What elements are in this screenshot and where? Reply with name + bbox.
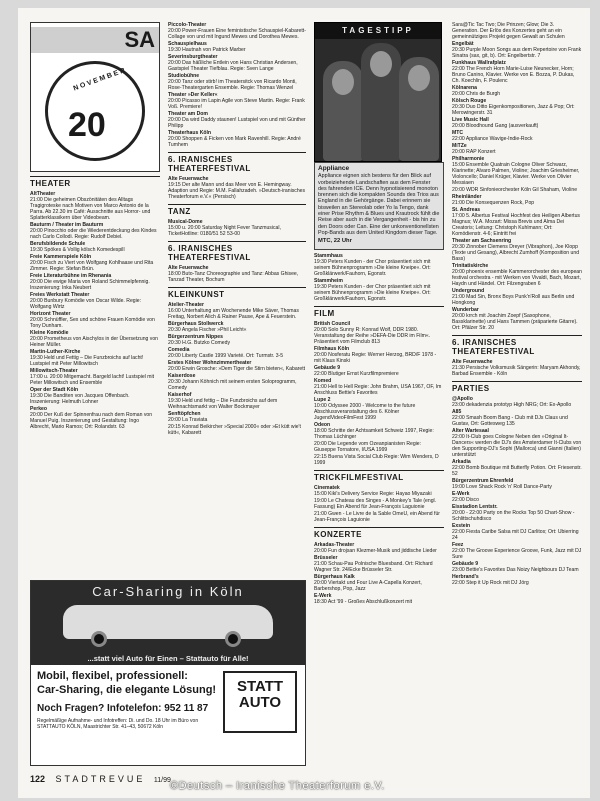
theater-list (30, 191, 160, 430)
logo-line1: STATT (236, 678, 284, 695)
date-circle (45, 61, 145, 161)
event-text: 23:00 Bettie's Favorites Das Noizy Neighbours DJ Team (452, 567, 579, 573)
event-text: 20:00 Bloodhound Gang (ausverkauft) (452, 123, 539, 129)
event-text: 20:00 Picasso im Lapin Agile von Steve Martin. Regie: Frank Voß. Premiere! (168, 98, 305, 110)
venue-name: Stammheim (314, 277, 343, 284)
event-text: 22:00 The French Horn Marie-Luise Neunecker, Horn; Bruno Canino, Klavier. Werke von E. Bozza, P. Dukas, Ch. Koechlin, F. Poulenc (452, 66, 575, 84)
venue-name: Freie Literaturbühne im Rhenania (30, 273, 112, 279)
venue-name: Millowitsch-Theater (30, 368, 78, 374)
ad-headline-line1: Mobil, flexibel, professionell: (37, 670, 188, 682)
venue-name: Alte Feuerwache (168, 265, 209, 271)
listing-entry (314, 422, 444, 440)
event-text: 20:00 krrch mit Joachim Zoepf (Saxophone, Bassklarinette) und Hans Tammen (präparierte Gitarre). Ort: Pfälzer Str. 20 (452, 313, 578, 331)
listing-entry (452, 41, 582, 59)
venue-name: Herbrand's (452, 574, 479, 580)
listing-entry (30, 387, 160, 405)
venue-name: Berufsbildende Schule (30, 241, 86, 247)
listing-entry (314, 397, 444, 421)
konzerte-list (314, 542, 444, 605)
listing-entry (30, 241, 160, 253)
listing-entry (314, 346, 444, 364)
event-text: 18:30 Act '99 - Großes Abschlußkonzert mit (314, 598, 413, 605)
venue-name: Freies Werkstatt Theater (30, 292, 90, 298)
venue-name: Feez (452, 542, 464, 548)
event-text: 19:15 Der alte Mann und das Meer von E. Hemingway. Adaption und Regie: M.M. Fallahzadeh. »Deutsch-iranisches Theaterforum e.V.« (Persisch) (168, 182, 306, 200)
event-text: 23:00 dekadenzia prototyp High NRG; Ort: Ex-Apollo (452, 402, 572, 408)
tagestipp-text: Appliance eignen sich bestens für den Blick auf vorbeiziehende Landschaften aus dem Fenster des fahrenden ICE. Denn hypnotisierend monoton brennen sich die kompakten Sounds des Trios aus England in die Gehörgänge. Dabei erinnern sie bisweilen an Stereolab oder Yo la Tengo, dank einer Prise Rhythm & Blues und Krautrock fühlt die Reise aber auch in die Vergangenheit - bis hin zu den Doors oder Can. Eine der unkonventionellsten Pop-Bands aus dem United Kingdom dieser Tage. (318, 173, 440, 236)
venue-name: Theater »Der Keller« (168, 92, 218, 98)
listing-entry (452, 238, 582, 262)
listing-entry (314, 365, 444, 377)
event-text: 20:00 Pinocchio oder die Wiederentdeckung des Kindes nach Carlo Collodi. Regie: Rudolf Debiel. (30, 228, 157, 240)
venue-name: Atelier-Theater (168, 302, 204, 308)
venue-name: Wunderbar (452, 307, 479, 313)
listing-entry (168, 321, 306, 333)
listing-entry (314, 511, 444, 523)
event-text: 18:00 Buto-Tanz Choreographie und Tanz: Abbas Ghisee, Tanzad Theater, Bochum (168, 271, 299, 283)
listing-entry (168, 373, 306, 391)
event-text: 20:00 Das häßliche Entlein von Hans Christian Andersen, Gastspiel Theater Tiefblau. Regie: Sven Lange (168, 60, 298, 72)
event-text: 22:00 Bomb Boutique mit Butterfly Potion. Ort: Friesenstr. 52 (452, 465, 582, 477)
listing-entry (168, 411, 306, 423)
event-text: 20:00 RAP Konzert (452, 149, 496, 155)
listing-entry (452, 60, 582, 84)
listing-entry (168, 22, 306, 40)
tagestipp-photo (314, 22, 442, 162)
listing-entry (314, 321, 444, 345)
event-text: 22:15 Buena Vista Social Club Regie: Wim Wenders, D 1999 (314, 453, 439, 466)
listing-entry (168, 111, 306, 129)
venue-name: Musical-Dome (168, 219, 203, 225)
venue-name: Bauturm / Theater im Bauturm (30, 222, 104, 228)
event-text: 15:00 Ensemble Quatrain Cologne Oliver Schwarz, Klarinette; Alvaro Palmen, Violine; Joachim Griesheimer, Violoncello; Daniel Krüger, Klavier. Werke von Olivier Messiaen (452, 162, 580, 186)
magazine-name: STADTREVUE (55, 774, 146, 784)
venue-name: Bürgerhaus Stollwerck (168, 321, 224, 327)
venue-name: Senftöpfchen (168, 411, 201, 417)
venue-name: Arkadia (452, 459, 471, 465)
magazine-page (18, 8, 590, 798)
listing-entry (168, 92, 306, 110)
listing-entry (30, 222, 160, 240)
iran-list (168, 176, 306, 200)
tanz-list (168, 219, 306, 237)
venue-name: Comedia (168, 347, 190, 353)
ad-slogan: ...statt viel Auto für Einen – Stattauto für Alle! (87, 654, 249, 663)
event-text: 15:00 u. 20:00 Saturday Night Fever Tanzmusical, TicketHotline: 0180/51 52 53-00 (168, 225, 281, 237)
event-text: 16:00 Unterhaltung am Wochenende Mike Säver, Thomas Freitag, Norbert Alich & Rainer Pause, Ape & Feuerstein. (168, 308, 299, 320)
listing-entry (314, 574, 444, 592)
listing-entry (30, 311, 160, 329)
iran-list-2 (168, 265, 306, 283)
venue-name: Schauspielhaus (168, 41, 207, 47)
event-text: 22:00 Disco (452, 497, 479, 503)
event-text: 20:00 Nosferatu Regie: Werner Herzog, BRD/F 1978 - mit Klaus Kinski (314, 351, 437, 364)
venue-name: Perkeo (30, 406, 47, 412)
section-heading-iran: 6. IRANISCHES THEATERFESTIVAL (168, 152, 306, 173)
event-text: 22:00 Smash Boom Bang - Club mit DJs Claus und Gustav, Ort: Gottesweg 135 (452, 415, 568, 427)
event-text: 21:00 Gwen - Le Livre de la Sable OmeU, ein Abend für Jean-François Laguionie (314, 510, 441, 523)
listing-entry (452, 156, 582, 186)
event-text: 19:00 Le Chateau des Singes - A Monkey's Tale (engl. Fassung) Ein Abend für Jean-François Laguionie (314, 497, 437, 510)
listing-entry (452, 117, 582, 129)
event-text: 19:30 Spökes & Vollig kölsch Komedespill (30, 247, 125, 253)
event-text: 20:00 Tanz oder stirb! im Theatersitck von Ricardo Monti, Rose-Theatergarten Ensemble. Regie: Thomas Wenzel (168, 79, 297, 91)
venue-name: Gebäude 9 (314, 364, 341, 371)
listing-entry (452, 459, 582, 477)
venue-name: Alter Wartesaal (452, 428, 489, 434)
venue-name: AltTheater (30, 191, 56, 197)
ad-phone: Noch Fragen? Infotelefon: 952 11 87 (37, 703, 209, 714)
venue-name: Severinsburgtheater (168, 54, 218, 60)
venue-name: Funkhaus Wallrafplatz (452, 60, 506, 66)
venue-name: Kölsch Rouge (452, 98, 487, 104)
event-text: 20:00 Fun drojsan Klezmer-Musik und jiddische Lieder (314, 547, 437, 554)
venue-name: Bürgerhaus Kalk (314, 573, 355, 580)
venue-name: Brüsseler (314, 554, 338, 561)
listing-entry (452, 574, 582, 586)
event-text: 17:00 5. Albertus Festival Hochfest des Heiligen Albertus Magnus; W.A. Mozart: Missa Brevis und Alma Dei Creatoris; Leitung: Christoph Kuhlmann; Ort: Komödienstr. 4-6; Eintritt frei (452, 213, 580, 237)
venue-name: Martin-Luther-Kirche (30, 349, 81, 355)
section-heading-tanz: TANZ (168, 204, 306, 216)
venue-name: @Apollo (452, 396, 473, 402)
event-text: Sara@Tic Tac Two; Die Prinzen; Glow; Die 3. Generation. Der Erlös des Konzertes geht an ein gemeinnütziges Projekt gegen Gewalt an Schulen (452, 22, 565, 40)
venue-name: Stammhaus (314, 252, 343, 259)
event-text: 21:00 Hell to Hell Regie: John Brahm, USA 1967, OF, Im Anschluss Bettie's Favorites (314, 383, 442, 396)
listing-entry (452, 428, 582, 458)
listing-entry (452, 359, 582, 377)
listing-entry (452, 263, 582, 287)
band-member-figure (361, 43, 401, 161)
issue-number: 11/99 (153, 777, 171, 784)
venue-name: St. Andreas (452, 207, 481, 213)
venue-name: Kölnarena (452, 85, 477, 91)
venue-name: Theater am Dom (168, 111, 208, 117)
listing-entry (314, 253, 444, 277)
listing-entry (314, 485, 444, 497)
listing-entry (452, 207, 582, 237)
ad-body (31, 665, 305, 734)
venue-name: Live Music Hall (452, 117, 489, 123)
venue-name: E-Werk (314, 592, 332, 599)
konzerte-list-2 (452, 22, 582, 331)
listing-entry (314, 441, 444, 453)
listing-entry (314, 278, 444, 302)
listing-entry (452, 478, 582, 490)
venue-name: Trinitatiskirche (452, 263, 489, 269)
event-text: 20:00 Der Kuß der Spinnenfrau nach dem Roman von Manuel Puig. Inszenierung und Gestaltung: Ingo Albrecht, Mario Ramos; Ort: Rolandstr. 63 (30, 412, 153, 430)
listing-entry (168, 347, 306, 359)
section-heading-kleinkunst: KLEINKUNST (168, 287, 306, 299)
event-text: 17:00 u. 20:00 Mitgemacht. Bargeld lacht! Lustspiel mit Peter Millowitsch und Ensemble (30, 374, 155, 386)
event-text: 19:30 Die Banditen von Jacques Offenbach. Inszenierung: Helmuth Lohner (30, 393, 130, 405)
event-text: 20:00 La Traviata (168, 417, 208, 423)
event-text: 20:00 Fisch zu Viert von Wolfgang Kohlhaase und Rita Zimmer. Regie: Stefan Brün. (30, 260, 154, 272)
listing-entry (452, 187, 582, 193)
listing-entry (168, 334, 306, 346)
venue-name: Alte Feuerwache (168, 176, 209, 182)
event-text: 20:15 Konrad Beikircher »Special 2000« oder »Et kütt wie't kütt«, Kabarett (168, 424, 301, 436)
ad-title: Car-Sharing in Köln (92, 584, 244, 599)
column-4 (452, 22, 582, 782)
section-heading-iran-2: 6. IRANISCHES THEATERFESTIVAL (168, 241, 306, 262)
venue-name: Kaiserdose (168, 373, 196, 379)
listing-entry (452, 22, 582, 40)
event-text: 20:00 - 22:00 Party on the Rocks Top 50 Chart-Show - Schlittschuhdisco (452, 510, 575, 522)
event-text: 20:30 Angela Fischer »Phil Leicht« (168, 327, 247, 333)
venue-name: MiTZe (452, 143, 467, 149)
listing-entry (452, 288, 582, 306)
listing-entry (314, 555, 444, 573)
event-text: 20:00 Erwin Grosche: »Dem Tiger die Stirn bieten«, Kabarett (168, 366, 306, 372)
listing-entry (452, 85, 582, 97)
venue-name: Exstein (452, 523, 471, 529)
event-text: 19:00 Love Shack Rock 'n' Roll Dance-Party (452, 484, 552, 490)
listing-entry (30, 254, 160, 272)
event-text: 21:00 Die geheimen Obszönitäten des Alltags Tragigroteske nach Motiven von Marco Antonio de la Parra. Ab 22.30 im Café: Ausschnitte aus Horror- und Splatterklassikern über Videobeam. (30, 197, 151, 221)
listing-entry (168, 73, 306, 91)
venue-name: Erstes Kölner Wohnzimmertheater (168, 360, 252, 366)
event-text: 21:00 Die Konsequenzen Rock, Pop (452, 200, 535, 206)
band-member-figure (323, 61, 363, 161)
venue-name: Eisstadion Lentstr. (452, 504, 498, 510)
listing-entry (168, 54, 306, 72)
venue-name: British Council (314, 320, 351, 327)
listing-entry (314, 454, 444, 466)
film-list (314, 321, 444, 466)
ad-headline-line2: Car-Sharing, die elegante Lösung! (37, 684, 217, 696)
listing-entry (30, 191, 160, 221)
listing-entry (30, 349, 160, 367)
venue-name: Kleine Komödie (30, 330, 69, 336)
venue-name: Lupe 2 (314, 396, 331, 403)
listing-entry (452, 130, 582, 142)
listing-entry (30, 368, 160, 386)
parties-list (452, 396, 582, 586)
venue-name: Bürgerzentrum Ehrenfeld (452, 478, 514, 484)
listing-entry (452, 194, 582, 206)
kleinkunst-list (168, 302, 306, 436)
column-2 (168, 22, 306, 582)
section-heading-theater: THEATER (30, 176, 160, 188)
listing-entry (452, 542, 582, 560)
section-heading-trickfilm: TRICKFILMFESTIVAL (314, 470, 444, 482)
event-text: 21:00 Mad Sin, Bronx Boys Punk'n'Roll aus Berlin und Hongkong (452, 294, 575, 306)
listing-entry (168, 41, 306, 53)
listing-entry (168, 219, 306, 237)
venue-name: Filmhaus Köln (314, 345, 350, 352)
day-number: 20 (68, 106, 106, 144)
listing-entry (452, 307, 582, 331)
listing-entry (452, 98, 582, 116)
section-heading-konzerte: KONZERTE (314, 527, 444, 539)
theater-list-2 (168, 22, 306, 148)
event-text: 20:00 Shoppen & Ficken von Mark Ravenhill. Regie: André Tumhem (168, 136, 301, 148)
event-text: 21:30 Persische Volksmusik Sängerin: Maryam Akhondy, Barbad Ensemble - Köln (452, 365, 581, 377)
event-text: 20:00 Die Legende vom Ozeanpianisten Regie: Giuseppe Tornatore, I/USA 1999 (314, 440, 422, 453)
listing-entry (314, 593, 444, 605)
venue-name: Odeon (314, 421, 331, 428)
column-1 (30, 22, 160, 582)
column-3 (314, 22, 444, 782)
event-text: 20:00 Viertakt und Four Live A-Capella Konzert, Barbershop, Pop, Jazz (314, 579, 422, 592)
stattauto-logo (223, 671, 297, 733)
event-text: 20:30 Johann Köhnich mit seinem ersten Soloprogramm, Comedy (168, 379, 297, 391)
event-text: 20:00 Solo Sunny R: Konrad Wolf, DDR 1980. Veranstaltung der Reihe »DEFA-Die DDR im Film«. Präsentiert vom Filmclub 813 (314, 326, 431, 345)
event-text: 10:00 Odyssee 2000 - Welcome to the future Abschlussveranstaltung des 6. Kölner JugendVideoFilmFest 1999 (314, 402, 416, 421)
venue-name: Komed (314, 377, 332, 384)
event-text: 19:30 Peters Kunden - der Chor präsentiert sich mit seinem Bühnenprogramm »Die kleine Kneipe«. Ort: Großklärwerk/Fauhorn, Egonstr. (314, 283, 431, 302)
event-text: 18:00 Schritte der Achtsamkeit Schweiz 1997, Regie: Thomas Lüchinger (314, 427, 434, 440)
venue-name: Studiobühne (168, 73, 200, 79)
limousine-image (63, 605, 273, 639)
event-text: 22:00 Blutiger Ernst Kurzfilmpremiere (314, 370, 399, 377)
tagestipp-footer: MTC, 22 Uhr (318, 238, 352, 245)
event-text: 22:00 It-Club goes Cologne Neben den »Original It-Dancers« werden die DJ's des Amsterdamer It-Clubs von den Supporting-DJ's Sophi (Mallorca) und Gianni (Italien) unterstützt (452, 434, 582, 458)
listing-entry (452, 491, 582, 503)
venue-name: Philharmonie (452, 156, 485, 162)
event-text: 20:00 Bunbury Komödie von Oscar Wilde. Regie: Wolfgang Wirtz (30, 298, 141, 310)
stattauto-ad (30, 580, 306, 766)
event-text: 21:00 Schau-Pau Polnische Bluesband. Ort: Richard Wagner Str. 24/Ecke Brüsseler Str. (314, 560, 433, 573)
logo-line2: AUTO (238, 694, 282, 711)
event-text: 22:00 The Groove Experience Groove, Funk, Jazz mit DJ Sure (452, 548, 582, 560)
trickfilm-list (314, 485, 444, 523)
listing-entry (168, 424, 306, 436)
event-text: 19:30 Hautnah von Patrick Marber (168, 47, 246, 53)
band-member-figure (399, 57, 439, 161)
section-heading-film: FILM (314, 306, 444, 318)
event-text: 20:00 Power-Frauen Eine feministische Schauspiel-Kabarett-Collage von und mit Ingund Mewes und Dorothea Mewes. (168, 28, 306, 40)
event-text: 20:00 Die ewige Maria von Roland Schimmelpfennig. Inszenierung: Inka Neubert (30, 279, 150, 291)
ad-small-print: Regelmäßige Aufnahme- und Infotreffen: Di. und Do. 18 Uhr im Büro von STATTAUTO KÖLN, Maastrichter Str. 41–43, 50672 Köln (37, 718, 199, 730)
event-text: 20:00 WDR Sinfonieorchester Köln Gil Shaham, Violine (452, 187, 578, 193)
listing-entry (452, 561, 582, 573)
iran-list-3 (452, 359, 582, 377)
section-heading-parties: PARTIES (452, 381, 582, 393)
event-text: 19:30 Peters Kunden - der Chor präsentiert sich mit seinem Bühnenprogramm »Die kleine Kneipe«. Ort: Großklärwerk/Fauhorn, Egonstr. (314, 258, 431, 277)
venue-name: Horizont Theater (30, 311, 71, 317)
venue-name: E-Werk (452, 491, 470, 497)
event-text: 20:00 Liberty Castle 1999 Varieté. Ort: Turmstr. 3-5 (168, 353, 284, 359)
event-text: 22:00 Appliance Wavige-Indie-Rock (452, 136, 533, 142)
stamm-list (314, 253, 444, 302)
listing-entry (314, 542, 444, 554)
event-text: 15:00 Kiki's Delivery Service Regie: Hayao Miyazaki (314, 490, 432, 497)
venue-name: Kaiserhof (168, 392, 192, 398)
listing-entry (30, 292, 160, 310)
venue-name: Cinematek (314, 484, 340, 491)
tagestipp-title: Appliance (318, 165, 350, 172)
venue-name: Gebäude 9 (452, 561, 479, 567)
copyright-watermark: ©Deutsch – Iranische Theaterforum e.V. (170, 780, 385, 792)
date-box (30, 22, 160, 172)
venue-name: Theaterhaus Köln (168, 130, 212, 136)
tagestipp-box (314, 162, 444, 250)
event-text: 19:30 Held und fettig – Die Funzbroichs auf dem Weihnachtsmarkt von Walter Bockmayer (168, 398, 278, 410)
section-heading-iran-3: 6. IRANISCHES THEATERFESTIVAL (452, 335, 582, 356)
listing-entry (30, 330, 160, 348)
venue-name: Arkadas-Theater (314, 541, 355, 548)
listing-entry (30, 273, 160, 291)
event-text: 19:30 Held und Fettig – Die Funzbroichs auf lacht! Lustspiel mit Peter Millowitsch (30, 355, 144, 367)
listing-entry (452, 143, 582, 155)
event-text: 22:00 Step it Up Rock mit DJ Jörg (452, 580, 529, 586)
venue-name: Theater am Sachsenring (452, 238, 512, 244)
venue-name: MTC (452, 130, 464, 136)
venue-name: Alte Feuerwache (452, 359, 493, 365)
listing-entry (452, 504, 582, 522)
event-text: 20:30 Zinnober Clemens Dreyer (Vibraphon), Joe Klopp (Texte und Gesang), Albrecht Zumhoff (Komposition und Bass) (452, 244, 580, 262)
listing-entry (168, 360, 306, 372)
event-text: 20:00 Prometheus von Aischylos in der Übersetzung von Heiner Müller. (30, 336, 158, 348)
listing-entry (452, 396, 582, 408)
listing-entry (314, 498, 444, 510)
listing-entry (168, 130, 306, 148)
venue-name: Oper der Stadt Köln (30, 387, 79, 393)
ad-photo (31, 581, 305, 665)
event-text: 20:30 Purple Moon Songs aus dem Repertoire von Frank Sinatra (sax, git, b). Ort: Engelbertstr. 7 (452, 47, 582, 59)
tagestipp-header: TAGESTIPP (315, 23, 441, 39)
event-text: 20:00 Schnüffler, Sex und schöne Frauen Komödie von Tony Dunham. (30, 317, 155, 329)
listing-entry (168, 302, 306, 320)
listing-entry (452, 409, 582, 427)
venue-name: Freie Kammerspiele Köln (30, 254, 92, 260)
event-text: 20:00 Da wird Daddy staunen! Lustspiel von und mit Günther Philipp (168, 117, 306, 129)
event-text: 20:30 Duo Ditto Eigenkompositionen, Jazz & Pop; Ort: Merowingerstr. 31 (452, 104, 575, 116)
venue-name: A85 (452, 409, 462, 415)
month-label: NOVEMBER (72, 66, 128, 93)
event-text: 20:30 H.G. Butzko Comedy (168, 340, 231, 346)
venue-name: Bürgerzentrum Nippes (168, 334, 223, 340)
venue-name: Rheinländer (452, 194, 482, 200)
day-of-week: SA (124, 27, 155, 52)
listing-entry (168, 176, 306, 200)
listing-entry (30, 406, 160, 430)
event-text: 20:00 Chris de Burgh (452, 91, 501, 97)
venue-name: Underground (452, 288, 485, 294)
event-text: 20:00 phoenix ensemble Kammerorchester des european festival orchestra - mit Werken von Vivaldi, Bach, Mozart, Haydn und Händel. Ort: Filzengraben 6 (452, 269, 582, 287)
event-text: 22:00 Fiesta Caribe Salsa mit DJ Carlitos; Ort: Ubierring 24 (452, 529, 579, 541)
listing-entry (168, 392, 306, 410)
venue-name: Engelbät (452, 41, 474, 47)
listing-entry (314, 378, 444, 396)
listing-entry (168, 265, 306, 283)
page-number: 122 (30, 774, 46, 784)
listing-entry (452, 523, 582, 541)
venue-name: Piccolo-Theater (168, 22, 207, 28)
